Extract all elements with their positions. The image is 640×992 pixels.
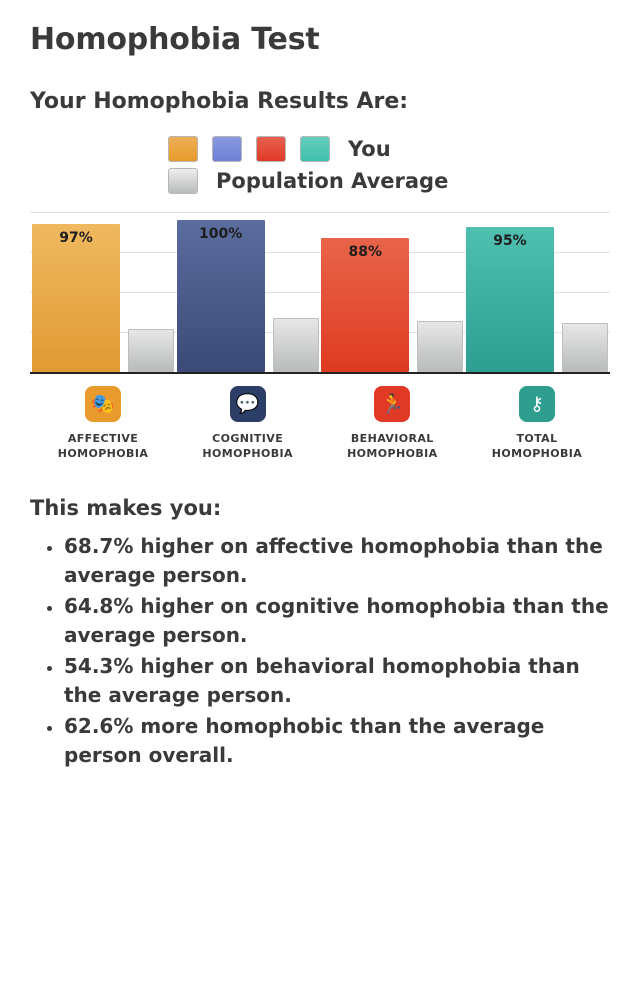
bar-value-label: 95% [493,233,527,249]
category-label-line: HOMOPHOBIA [57,446,149,460]
category-cell [32,386,174,462]
category-icons-row [30,386,610,462]
legend-swatch-affective [168,136,198,162]
bar-value-label: 97% [59,230,93,246]
category-label [347,432,437,462]
legend-swatch-behavioral [256,136,286,162]
chart-legend [30,136,610,194]
category-label-line: HOMOPHOBIA [491,446,583,460]
bar-population-average [417,321,463,372]
category-cell [466,386,608,462]
legend-row-you [30,136,610,162]
bar-group [321,238,463,372]
bar-population-average [128,329,174,372]
legend-swatch-population [168,168,198,194]
legend-swatch-total [300,136,330,162]
bar-population-average [562,323,608,372]
speech-bubble-icon: 💬 [230,386,266,422]
result-item: • 64.8% higher on cognitive homophobia than the average person. [64,592,610,650]
bar-you [32,224,120,372]
bar-population-average [273,318,319,372]
masks-icon: 🎭 [85,386,121,422]
category-cell [177,386,319,462]
bar-you [177,220,265,372]
category-label-line: COGNITIVE [212,432,284,445]
category-label [202,432,292,462]
category-label-line: HOMOPHOBIA [347,446,438,460]
homophobia-bar-chart [30,212,610,374]
bar-value-label: 88% [348,244,383,260]
bar-value-label: 100% [199,226,243,242]
makes-you-label: This makes you: [30,495,222,520]
bar-you [466,227,554,372]
results-list [30,532,610,770]
category-label [492,432,582,462]
result-item: • 62.6% more homophobic than the average person overall. [64,712,610,770]
legend-label-you: You [348,137,391,161]
category-label-line: TOTAL [516,432,558,445]
legend-row-population [30,168,610,194]
bar-groups [30,212,610,372]
bar-group [32,224,174,372]
legend-swatch-cognitive [212,136,242,162]
result-item: • 68.7% higher on affective homophobia than the average person. [64,532,610,590]
category-cell [321,386,463,462]
category-label-line: AFFECTIVE [67,432,139,445]
result-item: • 54.3% higher on behavioral homophobia than the average person. [64,652,610,710]
category-label [58,432,148,462]
category-label-line: BEHAVIORAL [350,432,434,445]
results-subtitle: Your Homophobia Results Are: [30,89,409,114]
network-nodes-icon: ⚷ [519,386,555,422]
bar-group [466,227,608,372]
page-title: Homophobia Test [30,22,320,57]
bar-group [177,220,319,372]
bar-you [321,238,409,372]
legend-label-population: Population Average [216,169,449,193]
running-person-icon: 🏃 [374,386,410,422]
category-label-line: HOMOPHOBIA [202,446,293,460]
